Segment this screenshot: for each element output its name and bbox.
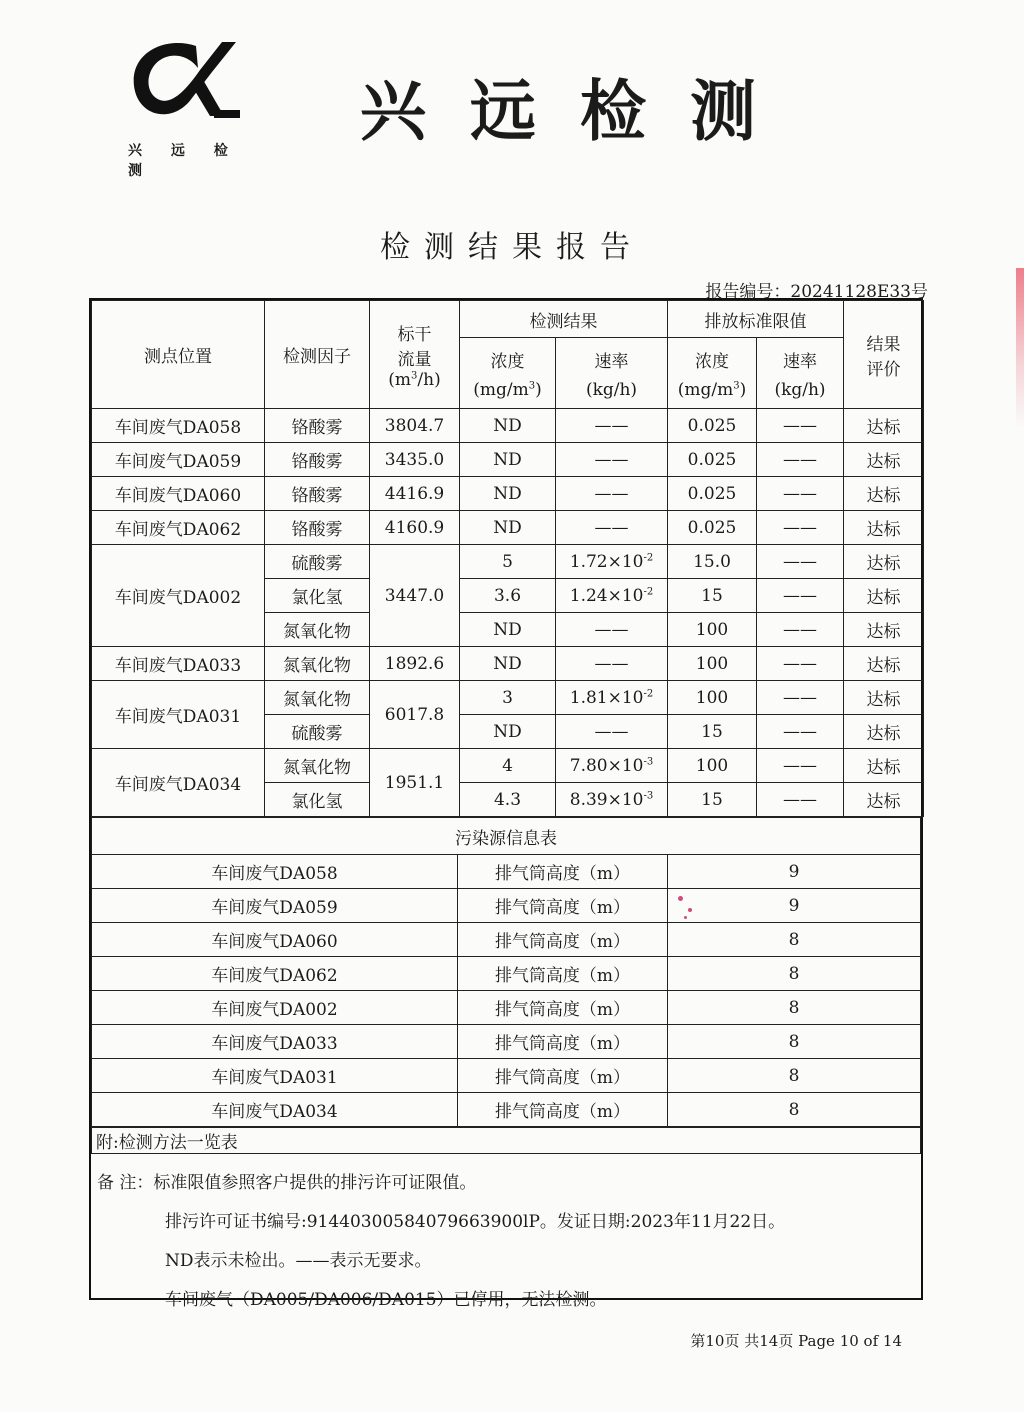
header-eval: 结果 评价	[844, 301, 924, 409]
ink-speck	[684, 916, 687, 919]
table-row: 氯化氢 3.6 $1.24\times 10^{-2}$ 15 —— 达标	[92, 579, 924, 613]
table-row: 氯化氢 4.3 $8.39\times 10^{-3}$ 15 —— 达标	[92, 783, 924, 817]
source-info-table	[91, 817, 921, 1127]
table-row: 车间废气DA062 排气筒高度（m） 8	[92, 957, 921, 991]
table-row: 车间废气DA034 排气筒高度（m） 8	[92, 1093, 921, 1127]
report-number: 报告编号：20241128E33号	[705, 282, 928, 302]
ink-speck	[678, 896, 683, 901]
company-logo	[126, 38, 244, 128]
table-row: 车间废气DA031 排气筒高度（m） 8	[92, 1059, 921, 1093]
table-row: 车间废气DA031 氮氧化物 6017.8 3 $1.81\times 10^{-2}$ 100 —— 达标	[92, 681, 924, 715]
header-limit: 排放标准限值	[668, 301, 844, 338]
results-table	[91, 300, 924, 817]
page-footer: 第10页 共14页 Page 10 of 14	[690, 1332, 902, 1350]
table-row: 车间废气DA058 铬酸雾 3804.7 ND —— 0.025 —— 达标	[92, 409, 924, 443]
table-row: 车间废气DA062 铬酸雾 4160.9 ND —— 0.025 —— 达标	[92, 511, 924, 545]
appendix-table	[91, 1127, 921, 1154]
logo-caption: 兴 远 检 测	[128, 143, 240, 179]
table-row: 车间废气DA059 铬酸雾 3435.0 ND —— 0.025 —— 达标	[92, 443, 924, 477]
table-row: 硫酸雾 ND —— 15 —— 达标	[92, 715, 924, 749]
remarks	[91, 1154, 921, 1320]
header-rate: 速率 (kg/h)	[556, 338, 668, 409]
remarks-label: 备 注：	[97, 1173, 154, 1193]
appendix-label: 附:检测方法一览表	[92, 1128, 921, 1154]
header-conc: 浓度 $(mg/m^3)$	[460, 338, 556, 409]
remark-line: ND表示未检出。——表示无要求。	[165, 1251, 432, 1271]
header-flow: 标干 流量 $(m^3/h)$	[370, 301, 460, 409]
source-table-caption: 污染源信息表	[92, 818, 921, 855]
ink-speck	[688, 908, 692, 912]
table-row: 氮氧化物 ND —— 100 —— 达标	[92, 613, 924, 647]
remark-line: 车间废气（DA005/DA006/DA015）已停用，无法检测。	[165, 1290, 607, 1310]
remark-line: 排污许可证书编号:91440300584079663900lP。发证日期:2023年11月22日。	[165, 1212, 786, 1232]
table-row: 车间废气DA058 排气筒高度（m） 9	[92, 855, 921, 889]
header-limit-conc: 浓度 $(mg/m^3)$	[668, 338, 757, 409]
table-row: 车间废气DA060 铬酸雾 4416.9 ND —— 0.025 —— 达标	[92, 477, 924, 511]
report-frame	[89, 298, 923, 1310]
table-row: 车间废气DA059 排气筒高度（m） 9	[92, 889, 921, 923]
header-result: 检测结果	[460, 301, 668, 338]
header-limit-rate: 速率 (kg/h)	[757, 338, 844, 409]
remark-line: 标准限值参照客户提供的排污许可证限值。	[153, 1173, 477, 1193]
table-row: 车间废气DA002 排气筒高度（m） 8	[92, 991, 921, 1025]
table-row: 车间废气DA033 排气筒高度（m） 8	[92, 1025, 921, 1059]
header-location: 测点位置	[92, 301, 265, 409]
table-row: 车间废气DA060 排气筒高度（m） 8	[92, 923, 921, 957]
report-title: 检测结果报告	[380, 230, 644, 265]
brand-name: 兴远检测	[360, 73, 800, 150]
table-row: 车间废气DA002 硫酸雾 3447.0 5 $1.72\times 10^{-2}$ 15.0 —— 达标	[92, 545, 924, 579]
header-factor: 检测因子	[265, 301, 370, 409]
seal-edge-mark	[1016, 268, 1024, 428]
table-row: 车间废气DA034 氮氧化物 1951.1 4 $7.80\times 10^{-3}$ 100 —— 达标	[92, 749, 924, 783]
table-row: 车间废气DA033 氮氧化物 1892.6 ND —— 100 —— 达标	[92, 647, 924, 681]
